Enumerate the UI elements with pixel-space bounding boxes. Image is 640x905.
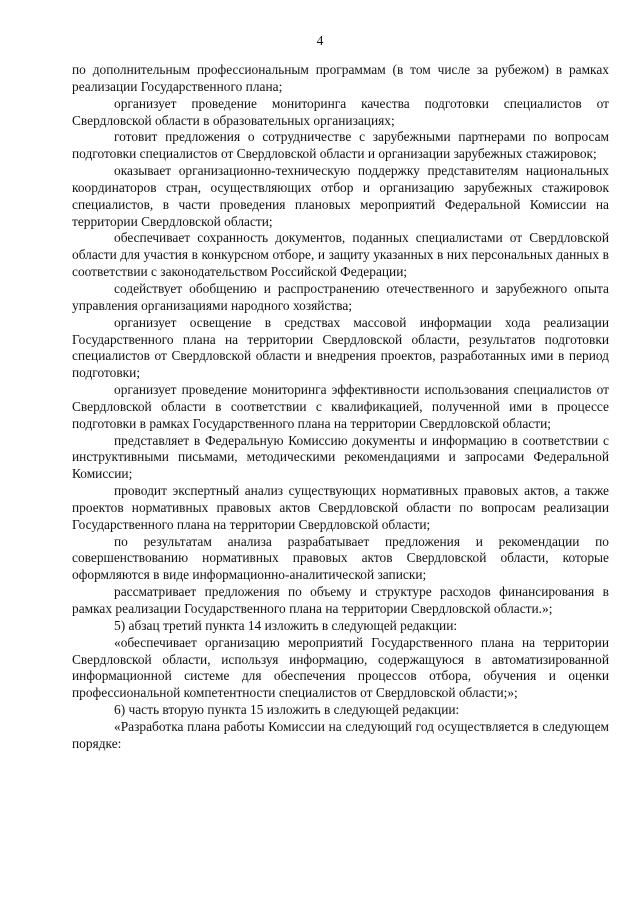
paragraph: рассматривает предложения по объему и структуре расходов финансирования в рамках реализации Государственного плана на территории Свердловской области.»; xyxy=(72,584,609,616)
document-body xyxy=(72,62,609,753)
paragraph: организует проведение мониторинга эффективности использования специалистов от Свердловской области в соответствии с квалификацией, полученной ими в процессе подготовки в рамках Государственного плана на территории Свердловской области; xyxy=(72,382,609,431)
paragraph: организует освещение в средствах массовой информации хода реализации Государственного плана на территории Свердловской области, результатов подготовки специалистов от Свердловской области и внедрения проектов, разработанных ими в период подготовки; xyxy=(72,314,609,381)
paragraph: оказывает организационно-техническую поддержку представителям национальных координаторов стран, осуществляющих отбор и организацию зарубежных стажировок специалистов, в части проведения плановых мероприятий Федеральной Комиссии на территории Свердловской области; xyxy=(72,163,609,229)
paragraph: организует проведение мониторинга качества подготовки специалистов от Свердловской области в образовательных организациях; xyxy=(72,95,609,128)
paragraph: обеспечивает сохранность документов, поданных специалистами от Свердловской области для участия в конкурсном отборе, и защиту указанных в них персональных данных в соответствии с законодательством Российской Федерации; xyxy=(72,230,609,280)
paragraph: готовит предложения о сотрудничестве с зарубежными партнерами по вопросам подготовки специалистов от Свердловской области и организации зарубежных стажировок; xyxy=(72,129,609,162)
paragraph: 6) часть вторую пункта 15 изложить в следующей редакции: xyxy=(114,702,460,718)
paragraph: содействует обобщению и распространению отечественного и зарубежного опыта управления организациями народного хозяйства; xyxy=(72,280,609,313)
paragraph: 5) абзац третий пункта 14 изложить в следующей редакции: xyxy=(114,617,458,633)
paragraph: «обеспечивает организацию мероприятий Государственного плана на территории Свердловской области, используя информацию, содержащуюся в автоматизированной информационной системе для обеспечения процессов отбора, обучения и оценки профессиональной компетентности специалистов от Свердловской области;»; xyxy=(72,634,609,701)
paragraph: по дополнительным профессиональным программам (в том числе за рубежом) в рамках реализации Государственного плана; xyxy=(72,62,609,94)
paragraph: «Разработка плана работы Комиссии на следующий год осуществляется в следующем порядке: xyxy=(72,718,609,751)
paragraph: представляет в Федеральную Комиссию документы и информацию в соответствии с инструктивными письмами, методическими рекомендациями и запросами Федеральной Комиссии; xyxy=(72,432,609,482)
page-number: 4 xyxy=(316,33,324,48)
paragraph: по результатам анализа разрабатывает предложения и рекомендации по совершенствованию нормативных правовых актов Свердловской области, которые оформляются в виде информационно-аналитической записки; xyxy=(72,533,609,583)
paragraph: проводит экспертный анализ существующих нормативных правовых актов, а также проектов нормативных правовых актов Свердловской области по вопросам реализации Государственного плана на территории Свердловской области; xyxy=(72,483,609,532)
